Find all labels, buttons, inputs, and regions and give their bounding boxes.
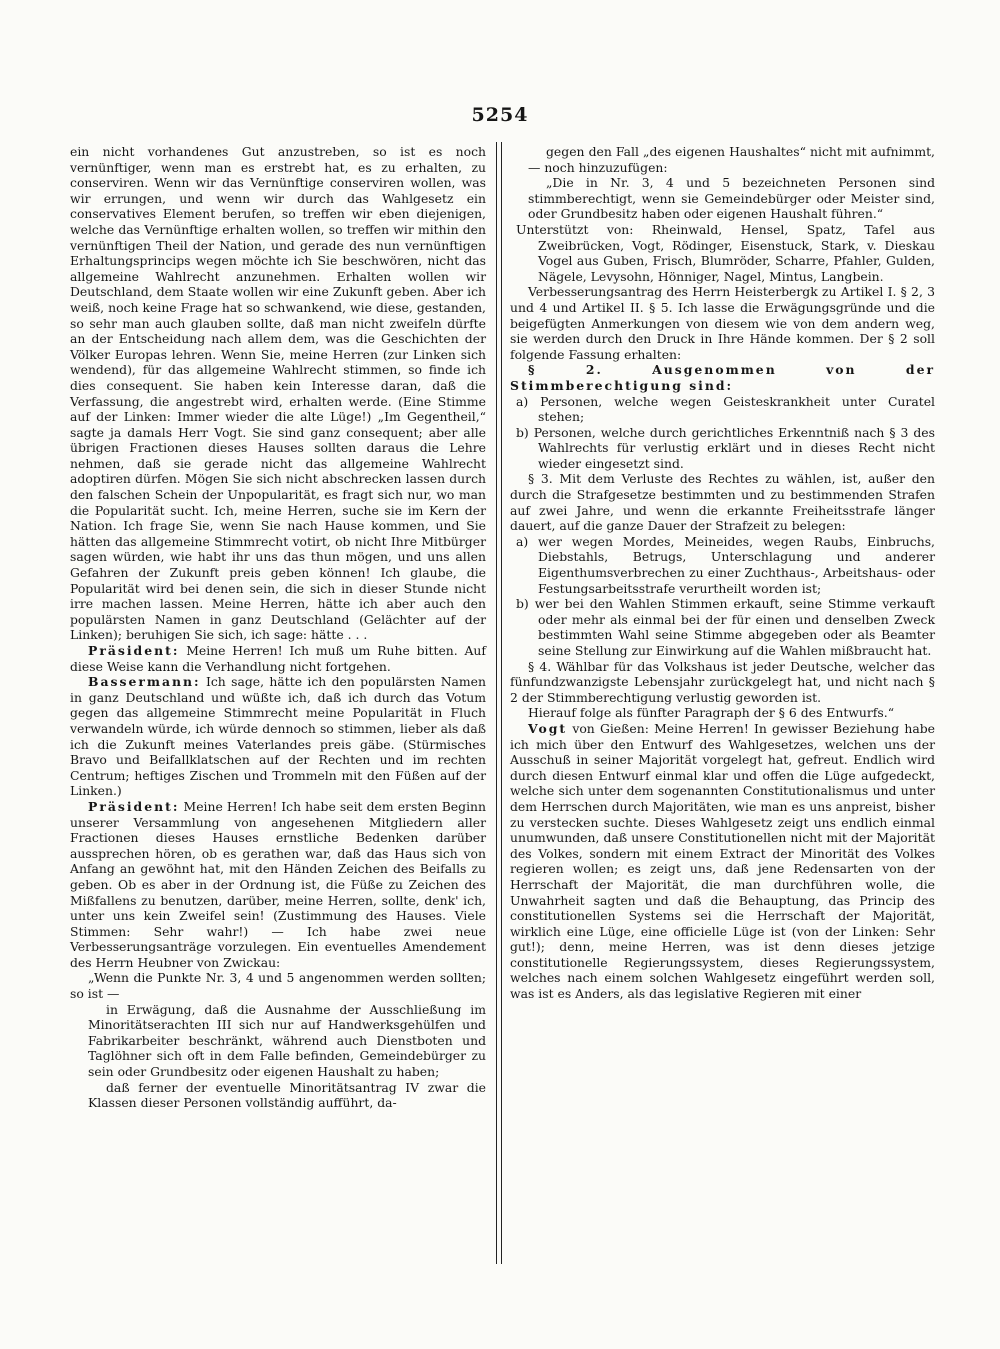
right-column: [510, 144, 935, 1002]
paragraph: [70, 643, 486, 674]
paragraph: [510, 175, 935, 222]
paragraph: [70, 1080, 486, 1111]
column-divider: [496, 142, 502, 1264]
speaker-name: Bassermann:: [88, 674, 201, 690]
paragraph: [510, 284, 935, 362]
paragraph: [510, 222, 935, 284]
paragraph: [510, 721, 935, 1002]
page-number: 5254: [471, 104, 529, 126]
paragraph-text: Verbesserungsantrag des Herrn Heisterbergk zu Artikel I. § 2, 3 und 4 und Artikel II. § 5. Ich lasse die Erwägungsgründe und die beigefügten Anmerkungen von diesem wie von dem andern weg, sie werden durch den Druck in Ihre Hände kommen. Der § 2 soll folgende Fassung erhalten:: [510, 284, 935, 362]
paragraph: [70, 799, 486, 971]
paragraph-text: Ich sage, hätte ich den populärsten Namen in ganz Deutschland und wüßte ich, daß ich durch das Votum gegen das allgemeine Stimmrecht meine Popularität in Fluch verwandeln würde, ich würde dennoch so stimmen, lieber als daß ich die Zukunft meines Vaterlandes preis gäbe. (Stürmisches Bravo und Beifallklatschen auf der Rechten und im rechten Centrum; heftiges Zischen und Trommeln mit den Füßen auf der Linken.): [70, 674, 486, 799]
paragraph: [510, 144, 935, 175]
paragraph: [70, 970, 486, 1001]
paragraph-text: b) wer bei den Wahlen Stimmen erkauft, seine Stimme verkauft oder mehr als einmal bei der für einen und denselben Zweck bestimmten Wahl seine Stimme abgegeben oder als Beamter seine Stellung zur Einwirkung auf die Wahlen mißbraucht hat.: [516, 596, 935, 658]
paragraph: [70, 674, 486, 799]
paragraph-text: von Gießen: Meine Herren! In gewisser Beziehung habe ich mich über den Entwurf des Wahlgesetzes, welchen uns der Ausschuß in seiner Majorität vorgelegt hat, gefreut. Endlich wird durch diesen Entwurf einmal klar und offen die Lüge aufgedeckt, welche sich unter dem sogenannten Constitutionalismus und unter dem Herrschen durch Majoritäten, wie man es uns anpreist, bisher zu verstecken suchte. Dieses Wahlgesetz zeigt uns endlich einmal unumwunden, daß unsere Constitutionellen nicht mit der Majorität des Volkes, sondern mit einem Extract der Minorität des Volkes regieren wollen; es zeigt uns, daß jene Redensarten von der Herrschaft der Majorität, die man durchführen wolle, die Unwahrheit sagten und daß die Behauptung, das Princip des constitutionellen Systems sei die Herrschaft der Majorität, wirklich eine Lüge, eine officielle Lüge ist (von der Linken: Sehr gut!); denn, meine Herren, was ist denn dieses jetzige constitutionelle Regierungssystem, dieses Regierungssystem, welches nach einem solchen Wahlgesetz eingeführt werden soll, was ist es Anders, als das legislative Regieren mit einer: [510, 720, 935, 1002]
paragraph-text: in Erwägung, daß die Ausnahme der Ausschließung im Minoritätserachten III sich nur auf Handwerksgehülfen und Fabrikarbeiter beschränkt, während auch Dienstboten und Taglöhner sich oft in dem Falle befinden, Gemeindebürger zu sein oder Grundbesitz oder eigenen Haushalt zu haben;: [88, 1001, 486, 1080]
paragraph-text: a) Personen, welche wegen Geisteskrankheit unter Curatel stehen;: [516, 393, 935, 425]
paragraph: [70, 144, 486, 643]
left-column: [70, 144, 486, 1111]
paragraph-text: Hierauf folge als fünfter Paragraph der § 6 des Entwurfs.“: [528, 705, 895, 721]
paragraph-text: „Die in Nr. 3, 4 und 5 bezeichneten Personen sind stimmberechtigt, wenn sie Gemeindebürger oder Meister sind, oder Grundbesitz haben oder eigenen Haushalt führen.“: [528, 175, 935, 222]
speaker-name: Präsident:: [88, 798, 180, 814]
paragraph: [510, 471, 935, 533]
paragraph: [510, 394, 935, 425]
speaker-name: § 2. Ausgenommen von der Stimmberechtigung sind:: [510, 362, 935, 393]
paragraph-text: b) Personen, welche durch gerichtliches Erkenntniß nach § 3 des Wahlrechts für verlustig erklärt und in dieses Recht nicht wieder eingesetzt sind.: [516, 424, 935, 471]
paragraph: [510, 705, 935, 721]
paragraph-text: a) wer wegen Mordes, Meineides, wegen Raubs, Einbruchs, Diebstahls, Betrugs, Unterschlagung und anderer Eigenthumsverbrechen zu einer Zuchthaus-, Arbeitshaus- oder Festungsarbeitsstrafe verurtheilt worden ist;: [516, 533, 935, 596]
paragraph: [510, 425, 935, 472]
paragraph-text: daß ferner der eventuelle Minoritätsantrag IV zwar die Klassen dieser Personen vollständig aufführt, da-: [88, 1079, 486, 1111]
paragraph-text: gegen den Fall „des eigenen Haushaltes“ nicht mit aufnimmt, — noch hinzuzufügen:: [528, 144, 935, 175]
speaker-name: Präsident:: [88, 643, 180, 658]
paragraph: [510, 659, 935, 706]
paragraph-text: § 4. Wählbar für das Volkshaus ist jeder Deutsche, welcher das fünfundzwanzigste Lebensjahr zurückgelegt hat, und nicht nach § 2 der Stimmberechtigung verlustig geworden ist.: [510, 658, 935, 705]
paragraph-text: Meine Herren! Ich muß um Ruhe bitten. Auf diese Weise kann die Verhandlung nicht fortgehen.: [70, 643, 486, 674]
paragraph: [510, 534, 935, 596]
paragraph-text: Meine Herren! Ich habe seit dem ersten Beginn unserer Versammlung von angesehenen Mitgliedern aller Fractionen dieses Hauses ernstliche Bedenken darüber aussprechen hören, ob es gerathen war, daß das Haus sich von Anfang an gewöhnt hat, mit den Händen Zeichen des Beifalls zu geben. Ob es aber in der Ordnung ist, die Füße zu Zeichen des Mißfallens zu benutzen, darüber, meine Herren, sollte, denk' ich, unter uns kein Zweifel sein! (Zustimmung des Hauses. Viele Stimmen: Sehr wahr!) — Ich habe zwei neue Verbesserungsanträge vorzulegen. Ein eventuelles Amendement des Herrn Heubner von Zwickau:: [70, 798, 486, 970]
paragraph-text: § 3. Mit dem Verluste des Rechtes zu wählen, ist, außer den durch die Strafgesetze bestimmten und zu bestimmenden Strafen auf zwei Jahre, und wenn die erkannte Freiheitsstrafe länger dauert, auf die ganze Dauer der Strafzeit zu belegen:: [510, 471, 935, 534]
paragraph: [510, 596, 935, 658]
paragraph: [70, 1002, 486, 1080]
paragraph-text: Unterstützt von: Rheinwald, Hensel, Spatz, Tafel aus Zweibrücken, Vogt, Rödinger, Eisenstuck, Stark, v. Dieskau Vogel aus Guben, Frisch, Blumröder, Scharre, Pfahler, Gulden, Nägele, Levysohn, Hönniger, Nagel, Mintus, Langbein.: [516, 221, 935, 284]
paragraph: [510, 362, 935, 393]
speaker-name: Vogt: [528, 720, 568, 736]
paragraph-text: ein nicht vorhandenes Gut anzustreben, so ist es noch vernünftiger, wenn man es erstrebt hat, es zu erhalten, zu conserviren. Wenn wir das Vernünftige conserviren wollen, was wir errungen, und wenn wir durch das Wahlgesetz ein conservatives Element berufen, so treffen wir eben diejenigen, welche das Vernünftige erhalten wollen, so treffen wir mithin den vernünftigen Theil der Nation, und gerade des nun vernünftigen Erhaltungsprincips wegen möchte ich Sie beschwören, nicht das allgemeine Wahlrecht anzunehmen. Erhalten wollen wir Deutschland, dem Staate wollen wir eine Zukunft geben. Aber ich weiß, noch keine Frage hat so schwankend, wie diese, gestanden, so sehr man auch glauben sollte, daß man nicht zweifeln dürfte an der Entscheidung nach allem dem, was die Geschichten der Völker Europas lehren. Wenn Sie, meine Herren (zur Linken sich wendend), für das allgemeine Wahlrecht stimmen, so finde ich dies consequent. Sie haben kein Interesse daran, daß die Verfassung, die angestrebt wird, erhalten werde. (Eine Stimme auf der Linken: Immer wieder die alte Lüge!) „Im Gegentheil,“ sagte ja damals Herr Vogt. Sie sind ganz consequent; aber alle übrigen Fractionen dieses Hauses sollten daraus die Lehre nehmen, daß sie gerade nicht das allgemeine Wahlrecht adoptiren dürfen. Mögen Sie sich nicht abschrecken lassen durch den falschen Schein der Unpopularität, es fragt sich nur, wo man die Popularität sucht. Ich, meine Herren, suche sie im Kern der Nation. Ich frage Sie, wenn Sie nach Hause kommen, und Sie hätten das allgemeine Stimmrecht votirt, ob nicht Ihre Mitbürger sagen würden, wie habt ihr uns das thun mögen, und uns allen Gefahren der Zukunft preis geben können! Ich glaube, die Popularität wird bei denen sein, die sich in dieser Stunde nicht irre machen lassen. Meine Herren, hätte ich aber auch den populärsten Namen in ganz Deutschland (Gelächter auf der Linken); beruhigen Sie sich, ich sage: hätte . . .: [70, 144, 486, 643]
paragraph-text: „Wenn die Punkte Nr. 3, 4 und 5 angenommen werden sollten; so ist —: [70, 970, 486, 1002]
